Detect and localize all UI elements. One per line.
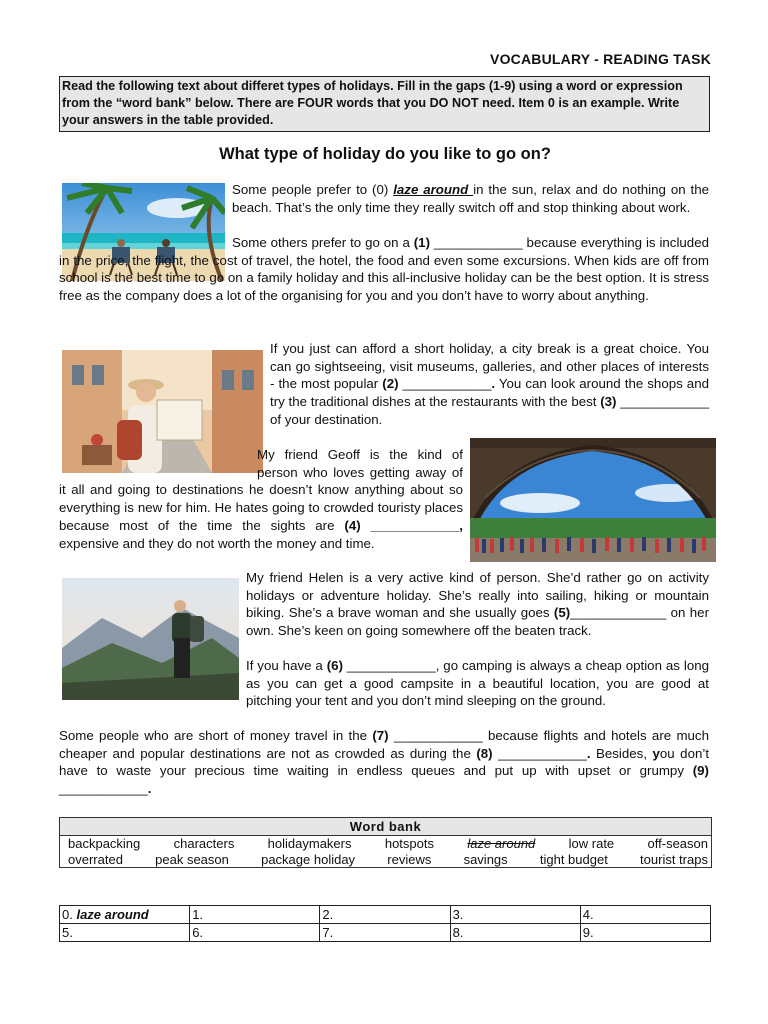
p5-text-b: on her own. She’s keen on going somewhere off the beaten track. [246,605,710,639]
p7-text-d: ou don’t have to waste your precious time waiting in endless queues and put up with upset or grumpy [59,745,710,779]
gap-3[interactable]: ____________ [616,394,709,410]
word-bank-item: savings [463,851,508,867]
instructions-box: Read the following text about differet types of holidays. Fill in the gaps (1-9) using a word or expression from the “word bank” below. There are FOUR words that you DO NOT need. Item 0 is an example. Write your answers in the table provided. [59,76,710,132]
gap-number-1: (1) [413,235,431,250]
word-bank-item: overrated [68,851,123,867]
p6-text-b: , go camping is always a cheap option as long as you can get a good campsite in a beautiful location, you are good at pitching your tent and you don’t mind sleeping on the ground. [246,658,710,709]
gap-6[interactable]: ____________ [343,658,436,673]
gap-2[interactable]: ____________ [398,376,492,392]
p1-text-b: in the sun, relax and do nothing on the beach. That’s the only time they really switch off and stop thinking about work. [232,182,709,215]
word-bank-item: backpacking [68,836,141,851]
answer-cell-5[interactable]: 5. [60,924,190,942]
p7-text-b: because flights and hotels are much cheaper and popular destinations are not as crowded as during the [59,728,709,761]
word-bank-item: reviews [387,851,432,867]
gap-number-6: (6) [326,658,344,673]
word-bank-item: off-season [647,836,708,851]
paragraph-beach [232,181,709,216]
paragraph-off-season [59,727,709,798]
answer-row-1 [60,906,711,924]
answer-label-0: 0. [62,907,77,922]
worksheet-heading: What type of holiday do you like to go on? [219,145,551,163]
word-bank-item: low rate [568,836,615,851]
eiffel-tower-photo [470,438,716,562]
p3-dot: . [491,376,496,392]
gap-number-9: (9) [692,763,709,779]
answer-cell-6[interactable]: 6. [190,924,320,942]
gap-8[interactable]: ____________ [492,745,587,761]
answer-cell-9[interactable]: 9. [580,924,710,942]
p2-text-a: Some others prefer to go on a [232,235,414,250]
word-bank-item: package holiday [261,851,356,867]
p4-text-a: My friend Geoff is the kind of person who loves getting away of it all and going to destinations he doesn’t know anything about so everything is new for him. He hates going to crowded touristy places because most of the time the sights are [59,447,463,533]
p4-text-b: expensive and they do not worth the money and time. [59,535,375,551]
gap-number-5: (5) [553,605,571,621]
word-bank-item-used: laze around [467,836,536,851]
answer-cell-4[interactable]: 4. [580,906,710,924]
word-bank-item: tourist traps [640,851,708,867]
gap-number-7: (7) [372,728,389,743]
answer-cell-0 [60,906,190,924]
word-bank-item: tight budget [539,851,608,867]
gap-number-8: (8) [476,745,493,761]
p6-text-a: If you have a [246,658,327,673]
answer-cell-3[interactable]: 3. [450,906,580,924]
gap-number-3: (3) [600,394,617,410]
paragraph-helen [246,569,709,640]
word-bank-row-1 [60,836,711,852]
hiker-photo [62,578,239,700]
p3-text-b: You can look around the shops and try the traditional dishes at the restaurants with the best [270,376,709,410]
gap-1[interactable]: ____________ [430,235,527,250]
p7-dot-9: . [147,781,152,797]
gap-4[interactable]: ____________, [360,517,463,533]
p1-text-a: Some people prefer to (0) [232,182,394,197]
p5-text-a: My friend Helen is a very active kind of person. She’d rather go on activity holidays or adventure holiday. She’s really into sailing, hiking or mountain biking. She’s a brave woman and she usually goes [246,570,709,621]
paragraph-camping [246,657,709,710]
gap-number-2: (2) [382,376,399,392]
paragraph-geoff [59,446,463,552]
page-header-title: VOCABULARY - READING TASK [490,51,711,67]
word-bank-row-2 [60,852,711,868]
example-answer-inline: laze around [393,182,474,197]
word-bank-item: peak season [155,851,229,867]
p7-y: y [652,745,660,761]
word-bank-title: Word bank [60,818,711,836]
answer-cell-8[interactable]: 8. [450,924,580,942]
gap-9[interactable]: ____________ [59,781,148,797]
paragraph-city-break [270,340,709,429]
p2-text-b: because everything is included in the price, the flight, the cost of travel, the hotel, the food and even some excursions. When kids are off from school is the best time to go on a family holiday and this all-inclusive holiday can be the best option. It is stress free as the company does a lot of the organising for you and you don’t have to worry about anything. [59,235,709,304]
word-bank-item: hotspots [384,836,434,851]
p7-text-a: Some people who are short of money travel in the [59,728,373,743]
gap-number-4: (4) [344,517,361,533]
paragraph-package [59,234,709,305]
word-bank-item: characters [173,836,235,851]
word-bank [59,817,712,868]
gap-7[interactable]: ____________ [388,728,488,743]
answer-cell-7[interactable]: 7. [320,924,450,942]
p7-dot: . [586,745,591,761]
gap-5[interactable]: _____________ [570,605,667,621]
answer-example: laze around [76,907,149,922]
answer-table [59,905,711,942]
answer-row-2 [60,924,711,942]
p7-text-c: Besides, [590,745,653,761]
answer-cell-2[interactable]: 2. [320,906,450,924]
p3-text-a: If you just can afford a short holiday, a city break is a great choice. You can go sightseeing, visit museums, galleries, and other places of interests - the most popular [270,341,709,392]
p3-text-c: of your destination. [270,411,383,427]
word-bank-item: holidaymakers [267,836,352,851]
answer-cell-1[interactable]: 1. [190,906,320,924]
